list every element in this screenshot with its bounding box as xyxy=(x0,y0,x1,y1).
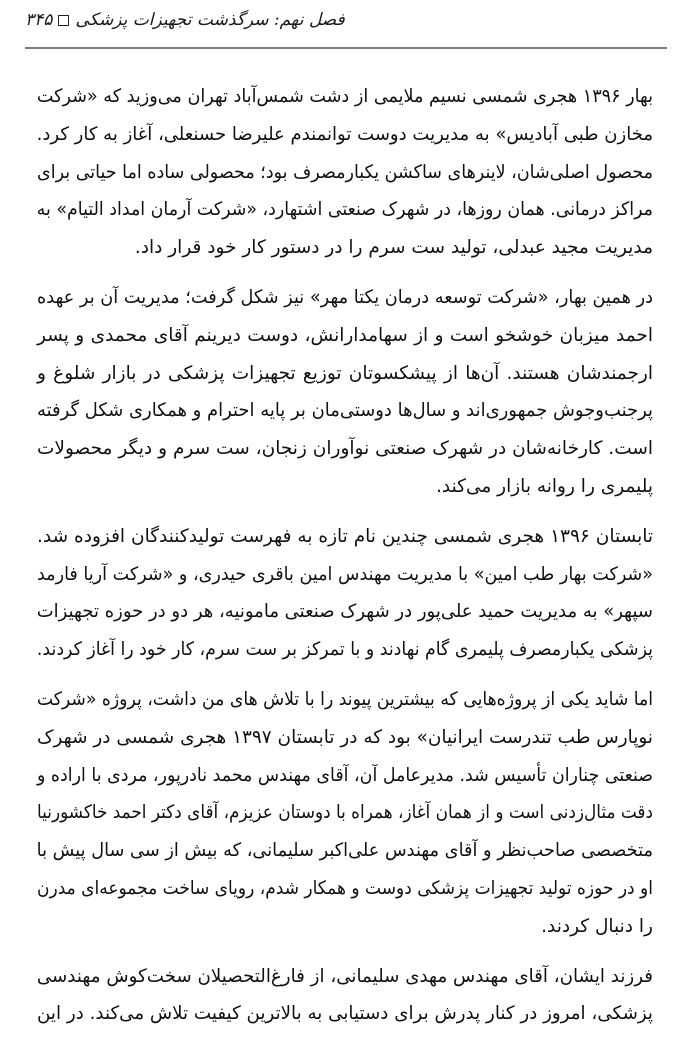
text-line: در همین بهار، «شرکت توسعه درمان یکتا مهر» نیز شکل گرفت؛ مدیریت آن بر عهده xyxy=(37,286,653,308)
text-line: پزشکی یکبارمصرف پلیمری گام نهادند و با تمرکز بر ست سرم، کار خود را آغاز کردند. xyxy=(36,639,653,661)
paragraph xyxy=(37,78,653,267)
text-line: محصول اصلی‌شان، لاینرهای ساکشن یکبارمصرف بود؛ محصولی ساده اما حیاتی برای xyxy=(37,161,653,183)
text-line: ارجمندشان هستند. آن‌ها از پیشکسوتان توزیع تجهیزات پزشکی در بازار شلوغ و xyxy=(37,362,653,384)
chapter-title: فصل نهم: سرگذشت تجهیزات پزشکی xyxy=(75,10,345,30)
text-line: پزشکی، امروز در کنار پدرش برای دستیابی به بالاترین کیفیت تلاش می‌کند. در این xyxy=(37,1003,653,1025)
square-icon xyxy=(58,15,69,26)
page-number: ۳۴۵ xyxy=(25,10,53,30)
text-line: دقت مثال‌زدنی است و از همان آغاز، همراه با دوستان عزیزم، آقای دکتر احمد خاکشورنیا xyxy=(37,802,653,824)
text-line: مراکز درمانی. همان روزها، در شهرک صنعتی اشتهارد، «شرکت آرمان امداد التیام» به xyxy=(36,199,653,221)
text-line: او در حوزه تولید تجهیزات پزشکی دوست و همکار شدم، رویای ساخت مجموعه‌ای مدرن xyxy=(37,877,653,899)
text-line: احمد میزبان خوشخو است و از سهامدارانش، دوست دیرینم آقای محمدی و پسر xyxy=(37,324,653,346)
paragraph xyxy=(37,681,653,946)
paragraph xyxy=(37,958,653,1034)
text-line: «شرکت بهار طب امین» با مدیریت مهندس امین باقری حیدری، و «شرکت آریا فارمد xyxy=(36,563,653,585)
text-line: سپهر» به مدیریت حمید علی‌پور در شهرک صنعتی مامونیه، هر دو در حوزه تجهیزات xyxy=(36,601,653,623)
text-line: پرجنب‌وجوش جمهوری‌اند و سال‌ها دوستی‌مان بر پایه احترام و همکاری شکل گرفته xyxy=(36,400,653,422)
paragraph xyxy=(37,518,653,669)
text-line: تابستان ۱۳۹۶ هجری شمسی چندین نام تازه به فهرست تولیدکنندگان افزوده شد. xyxy=(37,525,654,547)
text-line: است. کارخانه‌شان در شهرک صنعتی نوآوران زنجان، ست سرم و دیگر محصولات xyxy=(37,438,653,460)
body-text xyxy=(37,78,653,1045)
text-line: پلیمری را روانه بازار می‌کند. xyxy=(435,475,653,497)
text-line: مدیریت مجید عبدلی، تولید ست سرم را در دستور کار خود قرار داد. xyxy=(134,237,653,259)
text-line: اما شاید یکی از پروژه‌هایی که بیشترین پیوند را با تلاش های من داشت، پروژه «شرکت xyxy=(36,688,654,710)
text-line: مخازن طبی آبادیس» به مدیریت دوست توانمندم علیرضا حسنعلی، آغاز به کار کرد. xyxy=(36,123,653,145)
text-line: متخصصی صاحب‌نظر و آقای مهندس علی‌اکبر سلیمانی، که بیش از سی سال پیش با xyxy=(36,840,654,862)
text-line: بهار ۱۳۹۶ هجری شمسی نسیم ملایمی از دشت شمس‌آباد تهران می‌وزید که «شرکت xyxy=(36,86,653,107)
running-header xyxy=(25,6,345,34)
text-line: صنعتی چناران تأسیس شد. مدیرعامل آن، آقای مهندس محمد نادرپور، مردی با اراده و xyxy=(36,764,653,786)
text-line: فرزند ایشان، آقای مهندس مهدی سلیمانی، از فارغ‌التحصیلان سخت‌کوش مهندسی xyxy=(36,965,653,987)
header-rule xyxy=(25,47,667,49)
text-line: را دنبال کردند. xyxy=(541,915,653,937)
paragraph xyxy=(37,279,653,506)
text-line: نوپارس طب تندرست ایرانیان» بود که در تابستان ۱۳۹۷ هجری شمسی در شهرک xyxy=(36,726,654,748)
